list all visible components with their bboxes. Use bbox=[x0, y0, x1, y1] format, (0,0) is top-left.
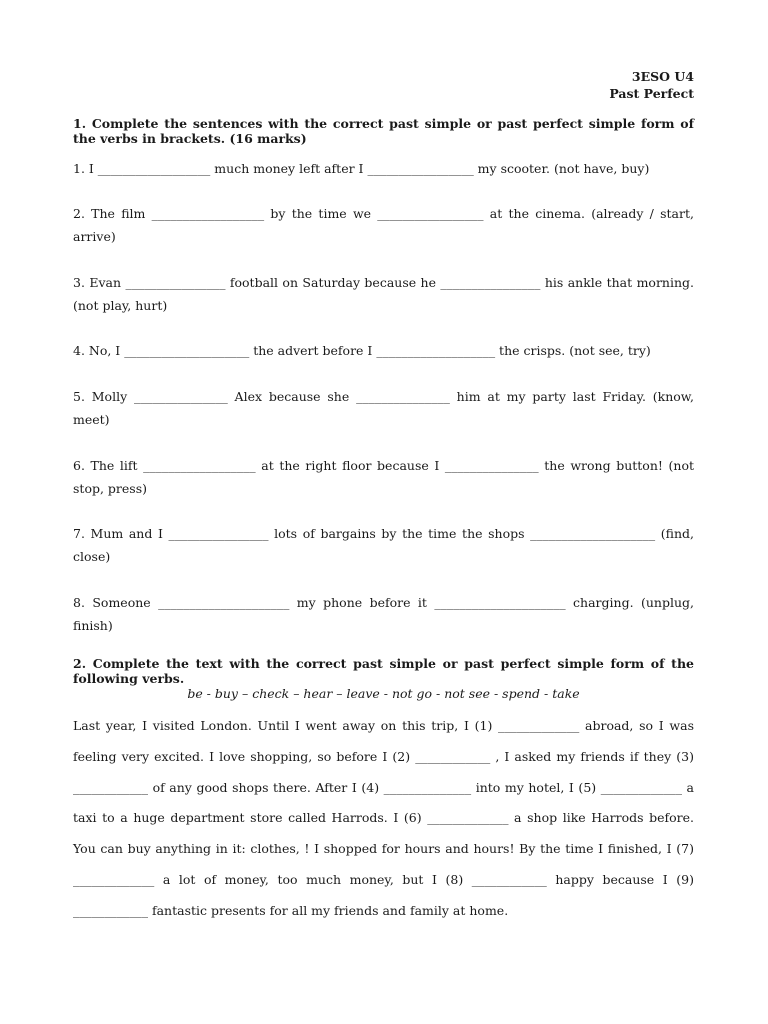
exercise-item-3: 3. Evan ________________ football on Saturday because he ________________ his ankle that morning. (not play, hurt) bbox=[73, 275, 694, 313]
exercise-item-2: 2. The film __________________ by the time we _________________ at the cinema. (already / start, arrive) bbox=[73, 206, 694, 244]
exercise-item-4: 4. No, I ____________________ the advert before I ___________________ the crisps. (not see, try) bbox=[73, 343, 651, 358]
verb-list: be - buy – check – hear – leave - not go - not see - spend - take bbox=[187, 686, 580, 701]
course-code: 3ESO U4 bbox=[631, 69, 694, 84]
exercise-item-5: 5. Molly _______________ Alex because she _______________ him at my party last Friday. (know, meet) bbox=[73, 389, 694, 427]
section-1-heading: 1. Complete the sentences with the correct past simple or past perfect simple form of the verbs in brackets. (16 marks) bbox=[73, 116, 694, 146]
exercise-item-1: 1. I __________________ much money left after I _________________ my scooter. (not have, buy) bbox=[73, 161, 650, 176]
exercise-item-7: 7. Mum and I ________________ lots of bargains by the time the shops ____________________ (find, close) bbox=[73, 526, 694, 564]
worksheet-topic: Past Perfect bbox=[609, 86, 694, 101]
exercise-item-8: 8. Someone _____________________ my phone before it _____________________ charging. (unplug, finish) bbox=[73, 595, 694, 633]
section-2-heading: 2. Complete the text with the correct past simple or past perfect simple form of the following verbs. bbox=[73, 656, 694, 686]
worksheet-header bbox=[609, 68, 694, 102]
exercise-item-6: 6. The lift __________________ at the right floor because I _______________ the wrong button! (not stop, press) bbox=[73, 458, 694, 496]
gap-fill-paragraph: Last year, I visited London. Until I went away on this trip, I (1) _____________ abroad, so I was feeling very excited. I love shopping, so before I (2) ____________ , I asked my friends if they (3) ____________ of any good shops there. After I (4) ______________ into my hotel, I (5) _____________ a taxi to a huge department store called Harrods. I (6) _____________ a shop like Harrods before. You can buy anything in it: clothes, ! I shopped for hours and hours! By the time I finished, I (7) _____________ a lot of money, too much money, but I (8) ____________ happy because I (9) ____________ fantastic presents for all my friends and family at home. bbox=[73, 718, 694, 918]
